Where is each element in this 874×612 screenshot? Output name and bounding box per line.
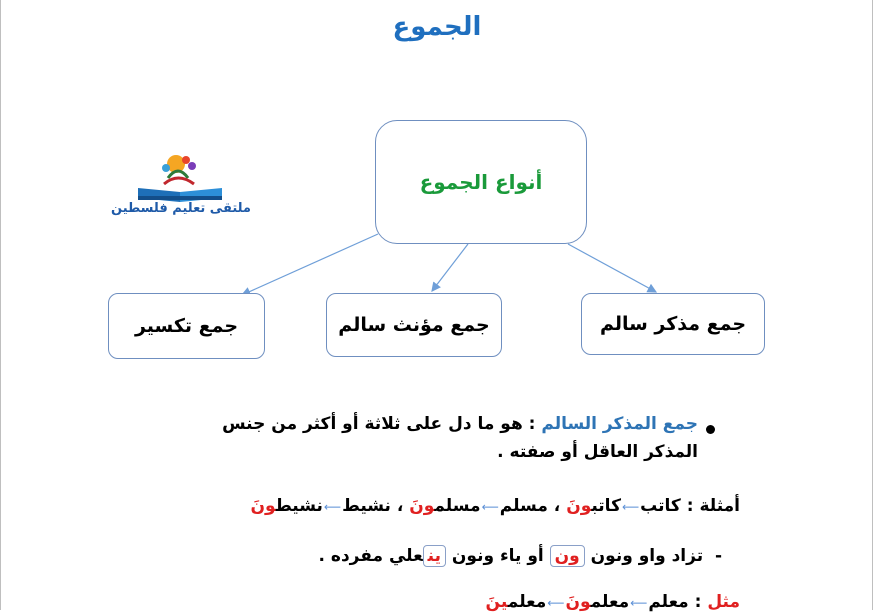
separator: ، bbox=[390, 496, 410, 516]
logo-text: ملتقى تعليم فلسطين bbox=[111, 201, 251, 216]
suffix-box-waw-nun: ون bbox=[550, 545, 585, 567]
diagram-box-broken-plural: جمع تكسير bbox=[108, 293, 265, 359]
suffix-box-ya-nun: ين bbox=[423, 545, 446, 567]
example-word: معلم bbox=[648, 592, 689, 612]
separator: : bbox=[688, 592, 708, 612]
example-word: كاتب bbox=[640, 496, 681, 516]
example-word-stem: مسلم bbox=[434, 496, 481, 516]
definition-paragraph bbox=[138, 410, 698, 466]
arrow-to-feminine bbox=[432, 244, 468, 291]
diagram-root-box: أنواع الجموع bbox=[375, 120, 587, 244]
bullet-icon bbox=[706, 425, 715, 434]
example-suffix: ونَ bbox=[409, 496, 435, 516]
examples-label: أمثلة : bbox=[680, 496, 740, 516]
example-word-stem: كاتب bbox=[591, 496, 621, 516]
rule-dash: - bbox=[714, 546, 722, 566]
separator: ، bbox=[547, 496, 567, 516]
example2-label: مثل bbox=[707, 592, 740, 612]
arrow-left-icon: ⟵ bbox=[323, 500, 342, 514]
rule-line bbox=[319, 546, 722, 566]
arrow-to-masculine bbox=[568, 244, 656, 292]
example-word-stem: معلم bbox=[590, 592, 630, 612]
example-suffix: ونَ bbox=[566, 496, 592, 516]
example-word-stem: نشيط bbox=[275, 496, 323, 516]
arrow-left-icon: ⟵ bbox=[547, 596, 565, 610]
definition-text-line2: المذكر العاقل أو صفته . bbox=[497, 442, 698, 462]
example-word: نشيط bbox=[342, 496, 391, 516]
example-suffix: ونَ bbox=[250, 496, 276, 516]
rule-text: علي مفرده . bbox=[318, 546, 423, 566]
rule-text: أو ياء ونون bbox=[451, 546, 544, 566]
example-word: مسلم bbox=[499, 496, 548, 516]
example2-line bbox=[486, 592, 740, 612]
examples-line bbox=[251, 496, 740, 516]
example-suffix: ينَ bbox=[485, 592, 508, 612]
arrow-left-icon: ⟵ bbox=[621, 500, 640, 514]
definition-separator: : bbox=[522, 414, 542, 434]
definition-text-line1: هو ما دل على ثلاثة أو أكثر من جنس bbox=[222, 414, 523, 434]
example-word-stem: معلم bbox=[507, 592, 547, 612]
arrow-left-icon: ⟵ bbox=[481, 500, 499, 514]
diagram-box-masculine-plural: جمع مذكر سالم bbox=[581, 293, 765, 355]
diagram-box-feminine-plural: جمع مؤنث سالم bbox=[326, 293, 502, 357]
example-suffix: ونَ bbox=[565, 592, 591, 612]
rule-text: تزاد واو ونون bbox=[590, 546, 704, 566]
arrow-to-broken bbox=[242, 234, 378, 295]
definition-term: جمع المذكر السالم bbox=[541, 414, 698, 434]
arrow-left-icon: ⟵ bbox=[630, 596, 648, 610]
page-title: الجموع bbox=[392, 12, 482, 42]
